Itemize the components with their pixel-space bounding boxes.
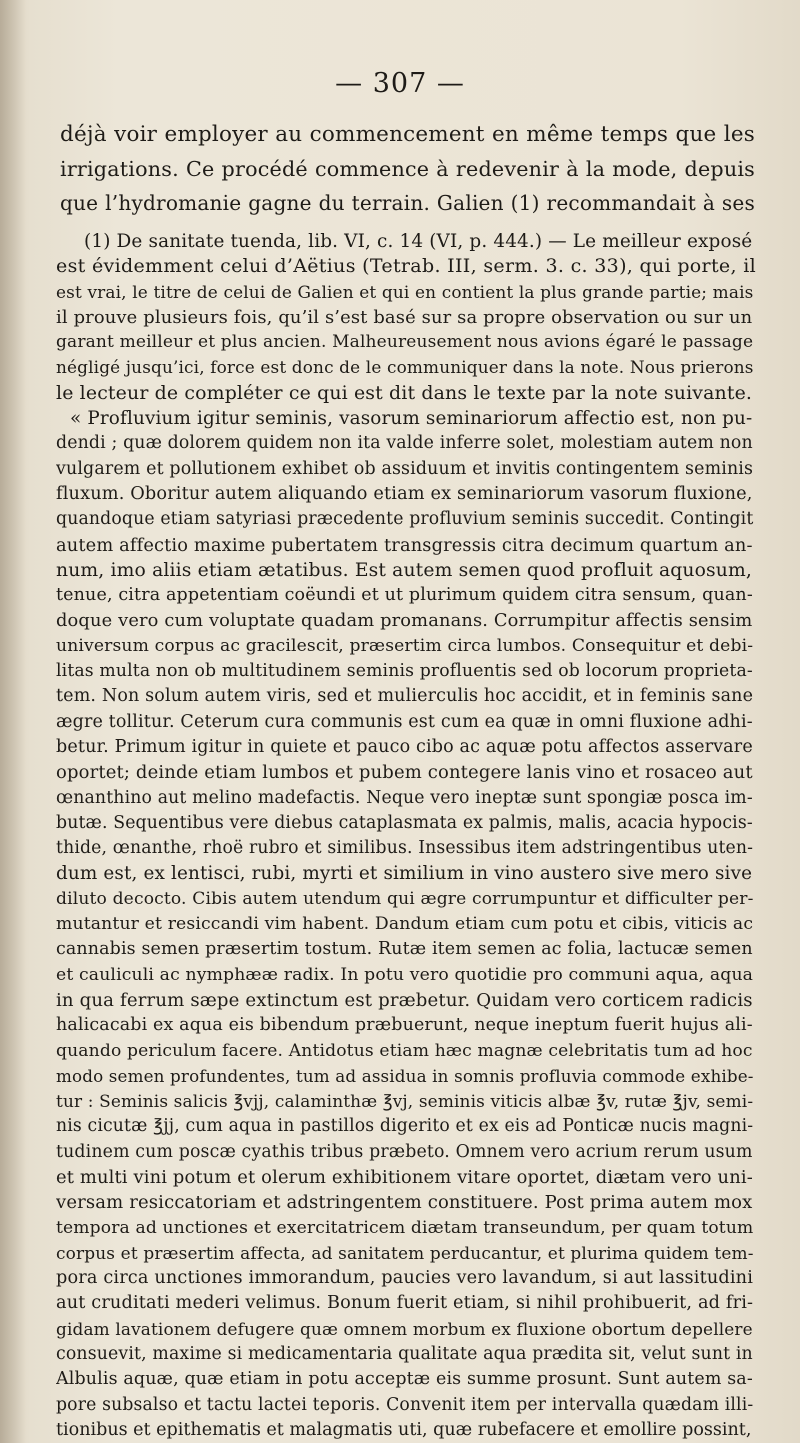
footnote-line: autem affectio maxime pubertatem transgressis citra decimum quartum an- xyxy=(56,534,753,556)
footnote-line: dum est, ex lentisci, rubi, myrti et similium in vino austero sive mero sive xyxy=(56,863,753,885)
footnote-line: tionibus et epithematis et malagmatis uti, quæ rubefacere et emollire possint, xyxy=(56,1419,752,1440)
footnote-line: aut cruditati mederi velimus. Bonum fuerit etiam, si nihil prohibuerit, ad fri- xyxy=(56,1293,754,1314)
footnote-line: tempora ad unctiones et exercitatricem diætam transeundum, per quam totum xyxy=(56,1217,754,1238)
footnote-line: corpus et præsertim affecta, ad sanitatem perducantur, et plurima quidem tem- xyxy=(56,1242,754,1263)
footnote-line: est évidemment celui d’Aëtius (Tetrab. III, serm. 3. c. 33), qui porte, il xyxy=(56,255,756,278)
footnote-line: num, imo aliis etiam ætatibus. Est autem semen quod profluit aquosum, xyxy=(56,559,752,581)
footnote-line: et multi vini potum et olerum exhibitionem vitare oportet, diætam vero uni- xyxy=(56,1166,753,1188)
footnote-line: litas multa non ob multitudinem seminis profluentis sed ob locorum proprieta- xyxy=(56,661,753,682)
footnote-line: modo semen profundentes, tum ad assidua in somnis profluvia commode exhibe- xyxy=(56,1065,754,1086)
footnote-line: nis cicutæ ℥jj, cum aqua in pastillos digerito et ex eis ad Ponticæ nucis magni- xyxy=(56,1116,754,1137)
page-gutter-shadow xyxy=(0,0,26,1443)
footnote-line: in qua ferrum sæpe extinctum est præbetur. Quidam vero corticem radicis xyxy=(56,989,753,1011)
footnote-line: thide, œnanthe, rhoë rubro et similibus. Insessibus item adstringentibus uten- xyxy=(56,838,754,859)
footnote-line: mutantur et resiccandi vim habent. Dandum etiam cum potu et cibis, viticis ac xyxy=(56,914,754,935)
footnote-line: tudinem cum poscæ cyathis tribus præbeto. Omnem vero acrium rerum usum xyxy=(56,1141,753,1162)
footnote-line: pora circa unctiones immorandum, paucies vero lavandum, si aut lassitudini xyxy=(56,1268,754,1289)
footnote-line: pore subsalso et tactu lactei teporis. Convenit item per intervalla quædam illi- xyxy=(56,1394,754,1415)
footnote-line: betur. Primum igitur in quiete et pauco cibo ac aquæ potu affectos asservare xyxy=(56,736,753,757)
footnote-line: est vrai, le titre de celui de Galien et qui en contient la plus grande partie; mais xyxy=(56,281,754,302)
footnote-line: tenue, citra appetentiam coëundi et ut plurimum quidem citra sensum, quan- xyxy=(56,585,753,606)
main-text-line: que l’hydromanie gagne du terrain. Galien (1) recommandait à ses xyxy=(60,191,755,215)
footnote-line: fluxum. Oboritur autem aliquando etiam ex seminariorum vasorum fluxione, xyxy=(56,483,753,504)
footnote-line: gidam lavationem defugere quæ omnem morbum ex fluxione obortum depellere xyxy=(56,1318,753,1339)
footnote-line: cannabis semen præsertim tostum. Rutæ item semen ac folia, lactucæ semen xyxy=(56,939,753,960)
footnote-line: « Profluvium igitur seminis, vasorum seminariorum affectio est, non pu- xyxy=(70,408,753,430)
footnote-line: ægre tollitur. Ceterum cura communis est cum ea quæ in omni fluxione adhi- xyxy=(56,711,753,732)
footnote-line: vulgarem et pollutionem exhibet ob assiduum et invitis contingentem seminis xyxy=(56,458,754,479)
footnote-line: universum corpus ac gracilescit, præsertim circa lumbos. Consequitur et debi- xyxy=(56,635,754,656)
footnote-line: quandoque etiam satyriasi præcedente profluvium seminis succedit. Contingit xyxy=(56,509,754,530)
footnote-line: et cauliculi ac nymphææ radix. In potu vero quotidie pro communi aqua, aqua xyxy=(56,964,754,985)
footnote-line: (1) De sanitate tuenda, lib. VI, c. 14 (VI, p. 444.) — Le meilleur exposé xyxy=(84,231,753,252)
footnote-line: il prouve plusieurs fois, qu’il s’est basé sur sa propre observation ou sur un xyxy=(56,306,753,328)
footnote-line: Albulis aquæ, quæ etiam in potu acceptæ eis summe prosunt. Sunt autem sa- xyxy=(56,1369,753,1390)
main-text-line: déjà voir employer au commencement en même temps que les xyxy=(60,122,755,147)
footnote-line: tur : Seminis salicis ℥vjj, calaminthæ ℥vj, seminis viticis albæ ℥v, rutæ ℥jv, semi- xyxy=(56,1091,754,1112)
footnote xyxy=(56,229,756,1443)
footnote-line: butæ. Sequentibus vere diebus cataplasmata ex palmis, malis, acacia hypocis- xyxy=(56,812,753,833)
footnote-line: œnanthino aut melino madefactis. Neque vero ineptæ sunt spongiæ posca im- xyxy=(56,787,753,808)
footnote-line: garant meilleur et plus ancien. Malheureusement nous avions égaré le passage xyxy=(56,332,754,353)
main-text xyxy=(60,118,755,220)
footnote-line: doque vero cum voluptate quadam promanans. Corrumpitur affectis sensim xyxy=(56,610,753,632)
footnote-line: dendi ; quæ dolorem quidem non ita valde inferre solet, molestiam autem non xyxy=(56,433,753,454)
footnote-line: négligé jusqu’ici, force est donc de le communiquer dans la note. Nous prierons xyxy=(56,357,754,378)
main-text-line: irrigations. Ce procédé commence à redevenir à la mode, depuis xyxy=(60,157,755,181)
footnote-line: tem. Non solum autem viris, sed et mulierculis hoc accidit, et in feminis sane xyxy=(56,686,754,707)
page-number: — 307 — xyxy=(335,68,465,99)
footnote-line: oportet; deinde etiam lumbos et pubem contegere lanis vino et rosaceo aut xyxy=(56,762,753,784)
footnote-line: quando periculum facere. Antidotus etiam hæc magnæ celebritatis tum ad hoc xyxy=(56,1040,753,1061)
footnote-line: diluto decocto. Cibis autem utendum qui ægre corrumpuntur et difficulter per- xyxy=(56,888,754,909)
footnote-line: versam resiccatoriam et adstringentem constituere. Post prima autem mox xyxy=(56,1192,753,1214)
footnote-line: le lecteur de compléter ce qui est dit dans le texte par la note suivante. xyxy=(56,381,753,404)
footnote-line: halicacabi ex aqua eis bibendum præbuerunt, neque ineptum fuerit hujus ali- xyxy=(56,1015,753,1036)
footnote-line: consuevit, maxime si medicamentaria qualitate aqua prædita sit, velut sunt in xyxy=(56,1344,753,1365)
